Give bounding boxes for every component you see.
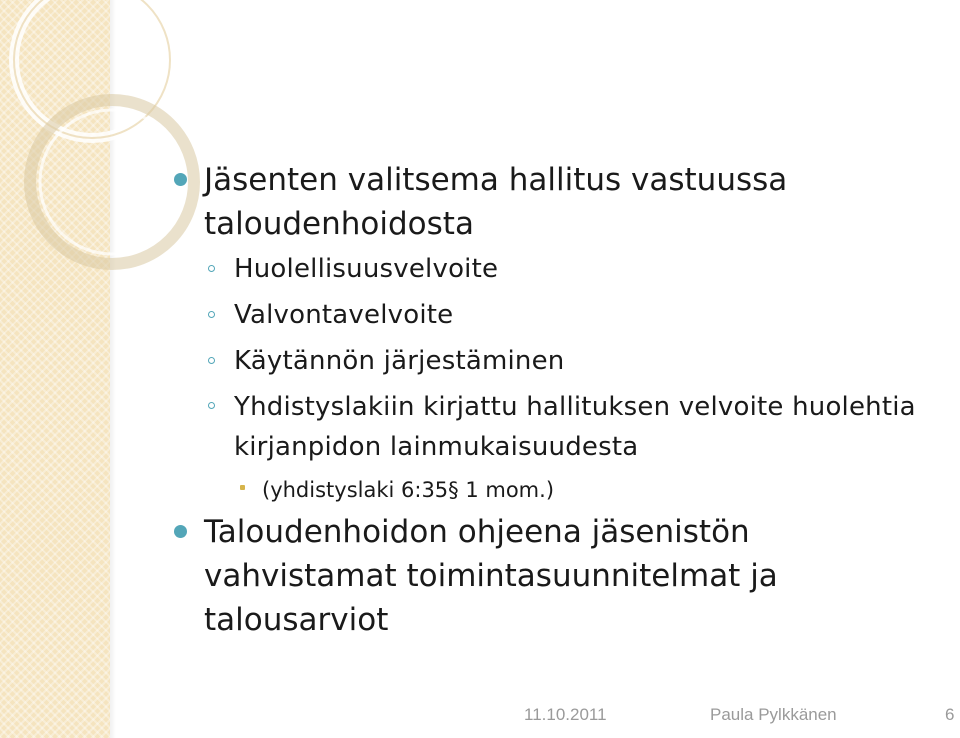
ring-bullet-icon [208,357,215,364]
bullet-dot-icon [174,525,187,538]
bullet-text: Taloudenhoidon ohjeena jäsenistön vahvistamat toimintasuunnitelmat ja talousarviot [204,514,778,638]
ring-bullet-icon [208,311,215,318]
footer-author: Paula Pylkkänen [710,705,837,724]
sub-bullet-item [170,246,930,292]
bullet-item [170,158,930,246]
footer-date: 11.10.2011 [524,705,607,724]
sub-sub-bullet-text: (yhdistyslaki 6:35§ 1 mom.) [262,478,555,502]
bullet-item [170,510,930,642]
bullet-dot-icon [174,173,187,186]
footer-page-number: 6 [945,705,955,724]
sub-bullet-text: Yhdistyslakiin kirjattu hallituksen velvoite huolehtia kirjanpidon lainmukaisuudesta [234,392,916,462]
sub-bullet-text: Valvontavelvoite [234,300,454,330]
sub-bullet-item [170,292,930,338]
square-bullet-icon [240,485,245,490]
sub-sub-bullet-item [170,470,930,510]
sub-bullet-item [170,384,930,470]
sub-bullet-text: Huolellisuusvelvoite [234,254,499,284]
sub-bullet-item [170,338,930,384]
ring-bullet-icon [208,265,215,272]
ring-bullet-icon [208,402,215,409]
bullet-text: Jäsenten valitsema hallitus vastuussa taloudenhoidosta [204,162,788,242]
sub-bullet-text: Käytännön järjestäminen [234,346,565,376]
slide-content [170,158,930,642]
